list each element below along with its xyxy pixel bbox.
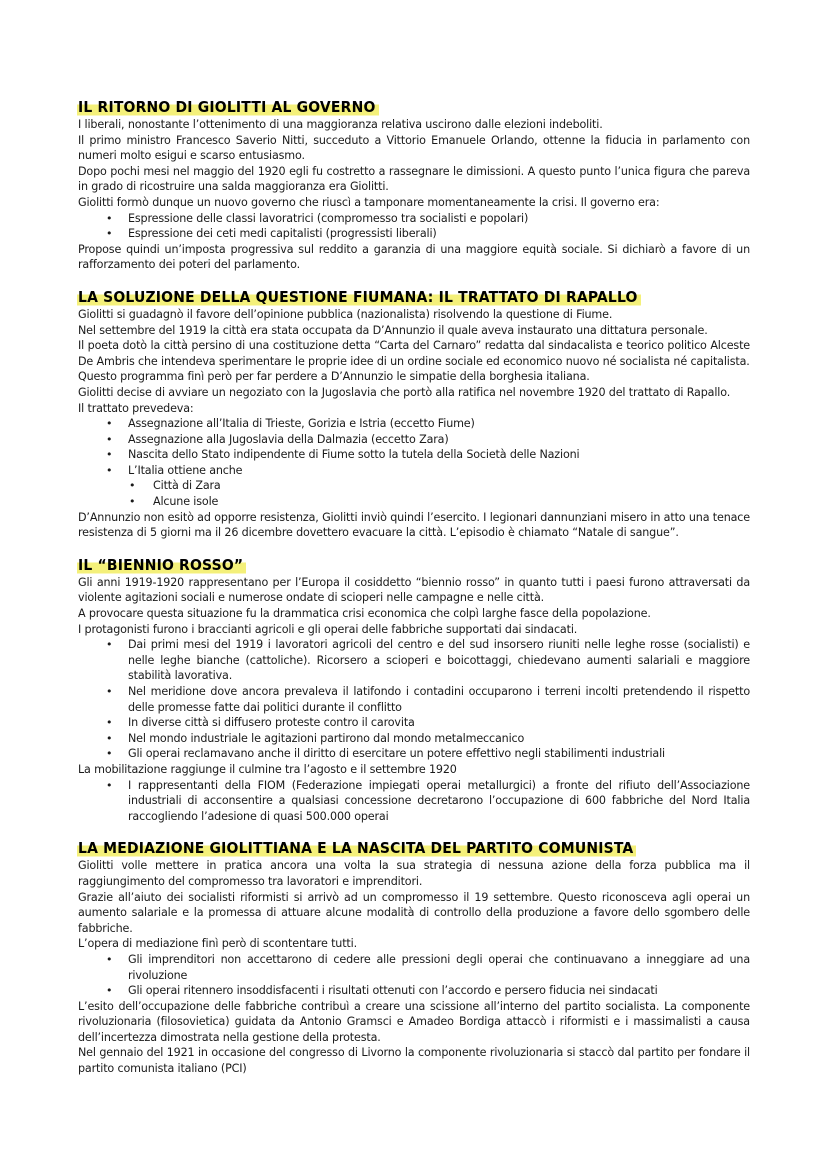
list-item: • Gli operai ritennero insoddisfacenti i risultati ottenuti con l’accordo e persero fiducia nei sindacati (78, 983, 750, 999)
section-ritorno-giolitti (78, 97, 750, 273)
sub-list-item: • Alcune isole (78, 494, 750, 510)
sub-list-item: • Città di Zara (78, 478, 750, 494)
paragraph: Giolitti formò dunque un nuovo governo che riuscì a tamponare momentaneamente la crisi. Il governo era: (78, 195, 660, 209)
section-heading: IL RITORNO DI GIOLITTI AL GOVERNO (77, 97, 379, 117)
list-item: • Espressione delle classi lavoratrici (compromesso tra socialisti e popolari) (78, 211, 750, 227)
paragraph: I protagonisti furono i braccianti agricoli e gli operai delle fabbriche supportati dai sindacati. (78, 622, 578, 636)
section-heading: IL “BIENNIO ROSSO” (77, 555, 246, 575)
paragraph: Il primo ministro Francesco Saverio Nitti, succeduto a Vittorio Emanuele Orlando, ottenne la fiducia in parlamento con numeri molto esigui e scarso entusiasmo. (78, 133, 750, 163)
paragraph: Giolitti decise di avviare un negoziato con la Jugoslavia che portò alla ratifica nel novembre 1920 del trattato di Rapallo. (78, 385, 731, 399)
paragraph: L’esito dell’occupazione delle fabbriche contribuì a creare una scissione all’interno del partito socialista. La componente rivoluzionaria (filosovietica) guidata da Antonio Gramsci e Amadeo Bordiga attaccò i riformisti e i massimalisti a causa dell’incertezza dimostrata nella gestione della protesta. (78, 999, 750, 1044)
paragraph: Grazie all’aiuto dei socialisti riformisti si arrivò ad un compromesso il 19 settembre. Questo riconosceva agli operai un aumento salariale e la promessa di attuare alcune modalità di controllo della produzione a favore dello sgombero delle fabbriche. (78, 890, 750, 935)
paragraph: Questo programma finì però per far perdere a D’Annunzio le simpatie della borghesia italiana. (78, 370, 590, 384)
bullet-list (78, 952, 750, 999)
list-item: • I rappresentanti della FIOM (Federazione impiegati operai metallurgici) a fronte del rifiuto dell’Associazione industriali di acconsentire a qualsiasi concessione decretarono l’occupazione di 600 fabbriche del Nord Italia raccogliendo l’adesione di quasi 500.000 operai (78, 778, 750, 825)
list-item: • Assegnazione all’Italia di Trieste, Gorizia e Istria (eccetto Fiume) (78, 416, 750, 432)
paragraph: Propose quindi un’imposta progressiva sul reddito a garanzia di una maggiore equità sociale. Si dichiarò a favore di un rafforzamento dei poteri del parlamento. (78, 242, 750, 272)
paragraph: Il trattato prevedeva: (78, 401, 194, 415)
list-item: • Nel meridione dove ancora prevaleva il latifondo i contadini occuparono i terreni incolti pretendendo il rispetto delle promesse fatte dai politici durante il conflitto (78, 684, 750, 715)
bullet-list (78, 778, 750, 825)
paragraph: Nel gennaio del 1921 in occasione del congresso di Livorno la componente rivoluzionaria si staccò dal partito per fondare il partito comunista italiano (PCI) (78, 1046, 750, 1076)
list-item: • In diverse città si diffusero proteste contro il carovita (78, 715, 750, 731)
section-questione-fiumana (78, 287, 750, 541)
paragraph: Gli anni 1919-1920 rappresentano per l’Europa il cosiddetto “biennio rosso” in quanto tutti i paesi furono attraversati da violente agitazioni sociali e numerose ondate di scioperi nelle campagne e nelle città. (78, 575, 750, 605)
list-item: • L’Italia ottiene anche (78, 463, 750, 479)
paragraph: Nel settembre del 1919 la città era stata occupata da D’Annunzio il quale aveva instaurato una dittatura personale. (78, 323, 708, 337)
paragraph: La mobilitazione raggiunge il culmine tra l’agosto e il settembre 1920 (78, 762, 457, 776)
bullet-list (78, 416, 750, 478)
paragraph: A provocare questa situazione fu la drammatica crisi economica che colpì larghe fasce della popolazione. (78, 607, 651, 621)
paragraph: I liberali, nonostante l’ottenimento di una maggioranza relativa uscirono dalle elezioni indeboliti. (78, 118, 603, 131)
section-heading: LA SOLUZIONE DELLA QUESTIONE FIUMANA: IL TRATTATO DI RAPALLO (77, 287, 641, 307)
paragraph: Giolitti volle mettere in pratica ancora una volta la sua strategia di nessuna azione della forza pubblica ma il raggiungimento del compromesso tra lavoratori e imprenditori. (78, 859, 750, 888)
paragraph: L’opera di mediazione finì però di scontentare tutti. (78, 937, 357, 951)
paragraph: Dopo pochi mesi nel maggio del 1920 egli fu costretto a rassegnare le dimissioni. A questo punto l’unica figura che pareva in grado di ricostruire una salda maggioranza era Giolitti. (78, 164, 750, 194)
list-item: • Dai primi mesi del 1919 i lavoratori agricoli del centro e del sud insorsero riuniti nelle leghe rosse (socialisti) e nelle leghe bianche (cattoliche). Ricorsero a scioperi e boicottaggi, chiedevano aumenti salariali e maggiore stabilità lavorativa. (78, 637, 750, 684)
section-mediazione-giolittiana (78, 838, 750, 1076)
list-item: • Gli imprenditori non accettarono di cedere alle pressioni degli operai che continuavano a inneggiare ad una rivoluzione (78, 952, 750, 983)
section-biennio-rosso (78, 555, 750, 825)
list-item: • Assegnazione alla Jugoslavia della Dalmazia (eccetto Zara) (78, 432, 750, 448)
list-item: • Gli operai reclamavano anche il diritto di esercitare un potere effettivo negli stabilimenti industriali (78, 746, 750, 762)
sub-bullet-list (78, 478, 750, 509)
list-item: • Nel mondo industriale le agitazioni partirono dal mondo metalmeccanico (78, 731, 750, 747)
paragraph: D’Annunzio non esitò ad opporre resistenza, Giolitti inviò quindi l’esercito. I legionari dannunziani misero in atto una tenace resistenza di 5 giorni ma il 26 dicembre dovettero evacuare la città. L’episodio è chiamato “Natale di sangue”. (78, 510, 750, 540)
section-heading: LA MEDIAZIONE GIOLITTIANA E LA NASCITA DEL PARTITO COMUNISTA (77, 838, 636, 858)
paragraph: Il poeta dotò la città persino di una costituzione detta “Carta del Carnaro” redatta dal sindacalista e teorico politico Alceste De Ambris che intendeva sperimentare le proprie idee di un ordine sociale ed economico nuovo né socialista né capitalista. (78, 339, 750, 368)
list-item: • Espressione dei ceti medi capitalisti (progressisti liberali) (78, 226, 750, 242)
paragraph: Giolitti si guadagnò il favore dell’opinione pubblica (nazionalista) risolvendo la questione di Fiume. (78, 307, 613, 321)
list-item: • Nascita dello Stato indipendente di Fiume sotto la tutela della Società delle Nazioni (78, 447, 750, 463)
bullet-list (78, 637, 750, 762)
bullet-list (78, 211, 750, 242)
